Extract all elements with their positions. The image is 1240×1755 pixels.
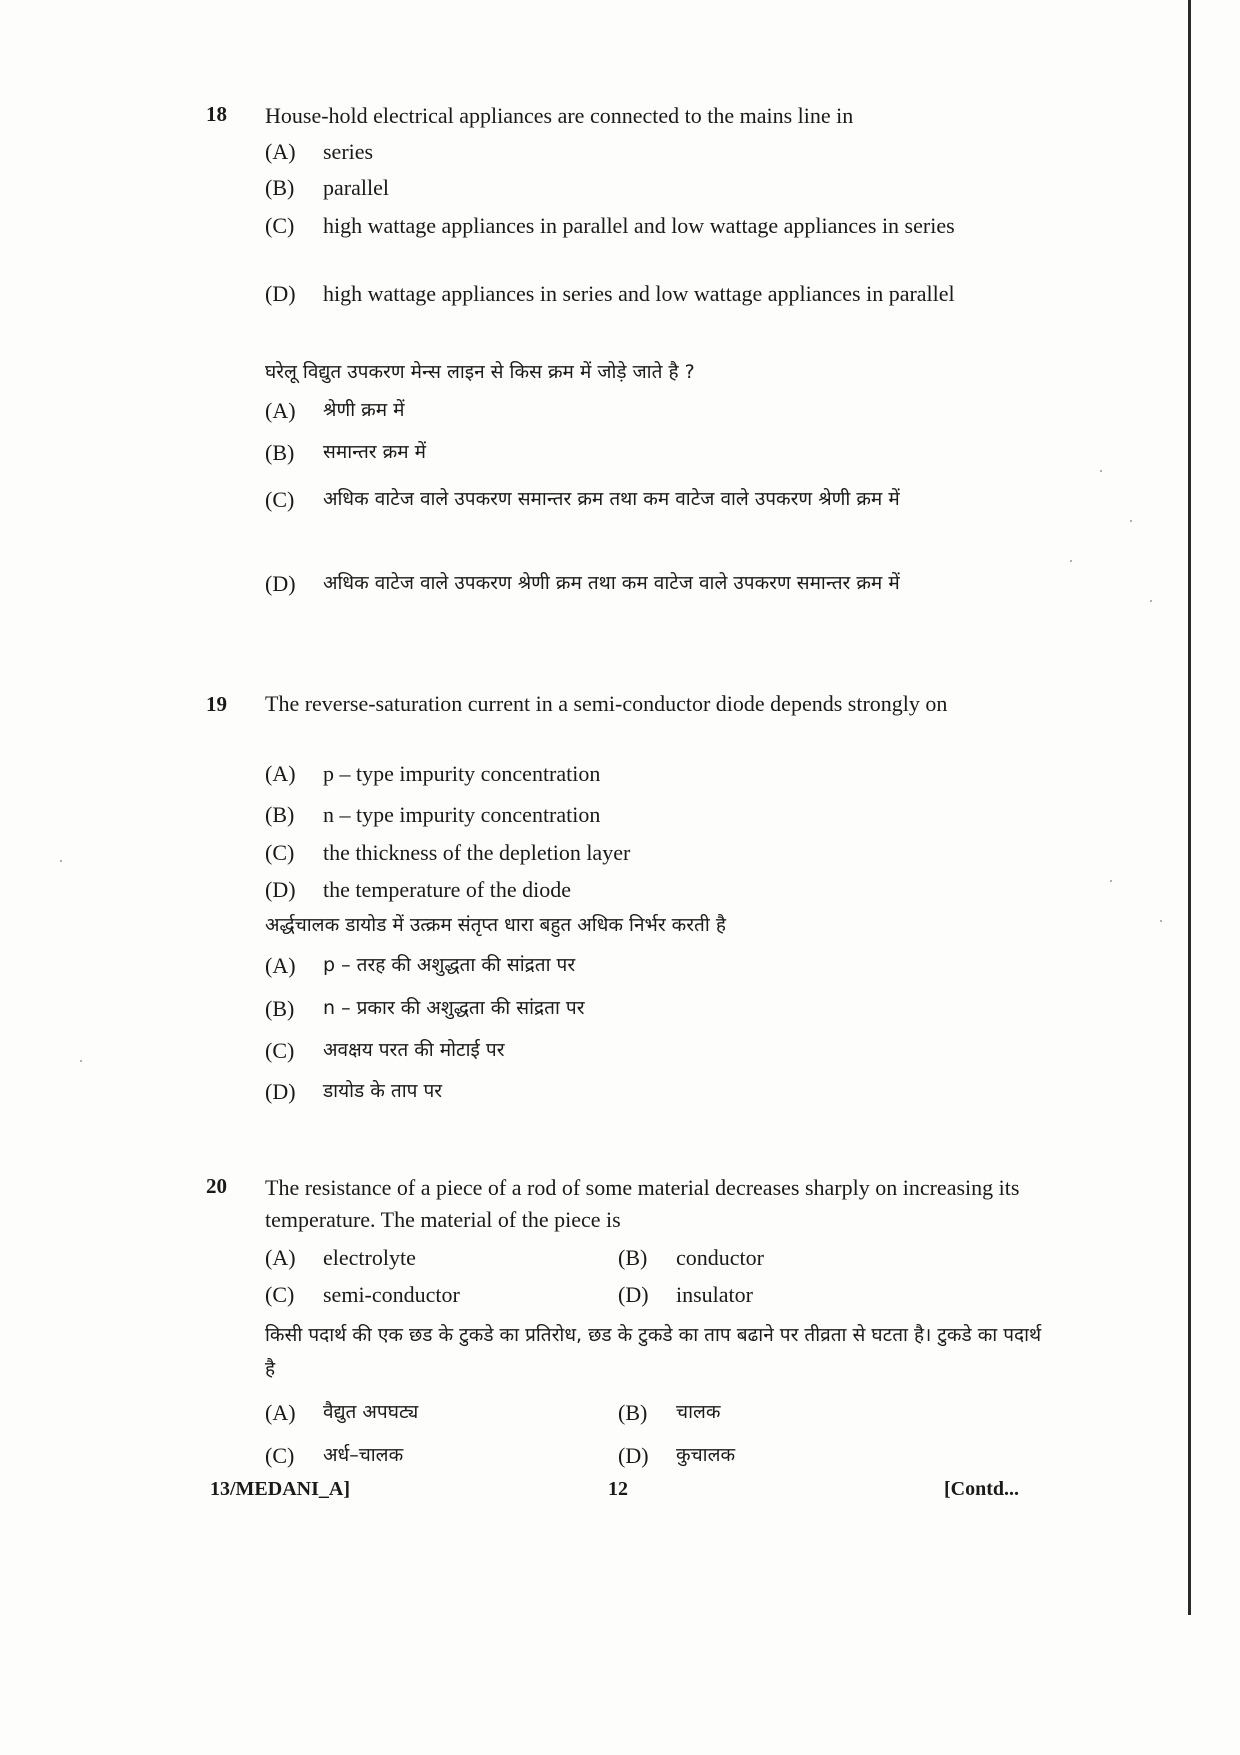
question-text-en: The resistance of a piece of a rod of some material decreases sharply on increasing its temperature. The material of the piece is xyxy=(265,1175,1020,1232)
option-label: (C) xyxy=(265,213,295,238)
option-b xyxy=(618,1242,978,1273)
question-text-hi: अर्द्धचालक डायोड में उत्क्रम संतृप्त धारा बहुत अधिक निर्भर करती है xyxy=(265,914,726,936)
question-number: 20 xyxy=(206,1174,227,1198)
option-text: p – type impurity concentration xyxy=(323,761,601,786)
option-text: अवक्षय परत की मोटाई पर xyxy=(323,1039,505,1061)
option-label: (B) xyxy=(618,1400,648,1425)
option-label: (A) xyxy=(265,1400,296,1425)
option-d xyxy=(265,874,1045,905)
option-c xyxy=(265,1279,625,1310)
option-a-hi xyxy=(265,1397,625,1428)
option-label: (D) xyxy=(618,1443,649,1468)
paper-code: 13/MEDANI_A] xyxy=(210,1478,350,1500)
question-text-hi: घरेलू विद्युत उपकरण मेन्स लाइन से किस क्रम में जोड़े जाते है ? xyxy=(265,361,695,383)
option-label: (B) xyxy=(265,996,295,1021)
option-text: high wattage appliances in parallel and low wattage appliances in series xyxy=(323,213,955,238)
option-text: high wattage appliances in series and low wattage appliances in parallel xyxy=(323,281,955,306)
page-number: 12 xyxy=(608,1478,628,1500)
option-a xyxy=(265,136,1045,167)
option-text: the thickness of the depletion layer xyxy=(323,840,631,865)
option-text: श्रेणी क्रम में xyxy=(323,399,405,421)
option-label: (B) xyxy=(265,440,295,465)
option-label: (B) xyxy=(265,802,295,827)
option-text: semi-conductor xyxy=(323,1282,460,1307)
option-text: p – तरह की अशुद्धता की सांद्रता पर xyxy=(323,954,576,976)
option-label: (C) xyxy=(265,1038,295,1063)
option-d xyxy=(618,1279,978,1310)
option-label: (A) xyxy=(265,1245,296,1270)
option-text: electrolyte xyxy=(323,1245,416,1270)
option-text: चालक xyxy=(676,1401,721,1423)
option-label: (A) xyxy=(265,761,296,786)
option-b xyxy=(265,172,1045,203)
option-label: (D) xyxy=(265,1079,296,1104)
option-d-hi xyxy=(618,1440,978,1471)
option-label: (C) xyxy=(265,1282,295,1307)
option-b-hi xyxy=(265,437,1045,468)
option-text: conductor xyxy=(676,1245,764,1270)
option-b xyxy=(265,799,1045,830)
option-a xyxy=(265,758,1045,789)
option-text: अधिक वाटेज वाले उपकरण समान्तर क्रम तथा कम वाटेज वाले उपकरण श्रेणी क्रम में xyxy=(323,488,900,510)
option-d-hi xyxy=(265,568,1045,599)
question-text-hi: किसी पदार्थ की एक छड के टुकडे का प्रतिरोध, छड के टुकडे का ताप बढाने पर तीव्रता से घटता है। टुकडे का पदार्थ है xyxy=(265,1324,1042,1380)
option-label: (D) xyxy=(618,1282,649,1307)
option-label: (A) xyxy=(265,398,296,423)
option-label: (D) xyxy=(265,571,296,596)
option-d-hi xyxy=(265,1076,1045,1107)
option-label: (B) xyxy=(618,1245,648,1270)
option-c xyxy=(265,210,1045,241)
question-number: 19 xyxy=(206,692,227,716)
option-c-hi xyxy=(265,484,1045,515)
option-a-hi xyxy=(265,950,1045,981)
question-number: 18 xyxy=(206,102,227,126)
option-text: n – type impurity concentration xyxy=(323,802,601,827)
option-label: (A) xyxy=(265,139,296,164)
question-text-en: House-hold electrical appliances are connected to the mains line in xyxy=(265,103,854,128)
question-text-en: The reverse-saturation current in a semi-conductor diode depends strongly on xyxy=(265,691,948,716)
option-label: (C) xyxy=(265,487,295,512)
option-d xyxy=(265,278,1045,309)
option-text: parallel xyxy=(323,175,389,200)
option-c-hi xyxy=(265,1035,1045,1066)
option-text: समान्तर क्रम में xyxy=(323,441,426,463)
option-a-hi xyxy=(265,395,1045,426)
option-label: (A) xyxy=(265,953,296,978)
option-b-hi xyxy=(265,993,1045,1024)
option-label: (C) xyxy=(265,840,295,865)
option-label: (D) xyxy=(265,281,296,306)
option-b-hi xyxy=(618,1397,978,1428)
option-text: अर्ध–चालक xyxy=(323,1444,404,1466)
option-label: (B) xyxy=(265,175,295,200)
option-text: वैद्युत अपघट्य xyxy=(323,1401,419,1423)
option-text: series xyxy=(323,139,374,164)
option-c-hi xyxy=(265,1440,625,1471)
option-text: the temperature of the diode xyxy=(323,877,572,902)
option-a xyxy=(265,1242,625,1273)
option-label: (D) xyxy=(265,877,296,902)
option-text: कुचालक xyxy=(676,1444,736,1466)
page-edge-rule xyxy=(1188,0,1191,1615)
continued-marker: [Contd... xyxy=(944,1478,1020,1500)
option-text: insulator xyxy=(676,1282,753,1307)
option-label: (C) xyxy=(265,1443,295,1468)
option-text: n – प्रकार की अशुद्धता की सांद्रता पर xyxy=(323,997,585,1019)
option-text: अधिक वाटेज वाले उपकरण श्रेणी क्रम तथा कम वाटेज वाले उपकरण समान्तर क्रम में xyxy=(323,572,900,594)
option-c xyxy=(265,837,1045,868)
option-text: डायोड के ताप पर xyxy=(323,1080,443,1102)
